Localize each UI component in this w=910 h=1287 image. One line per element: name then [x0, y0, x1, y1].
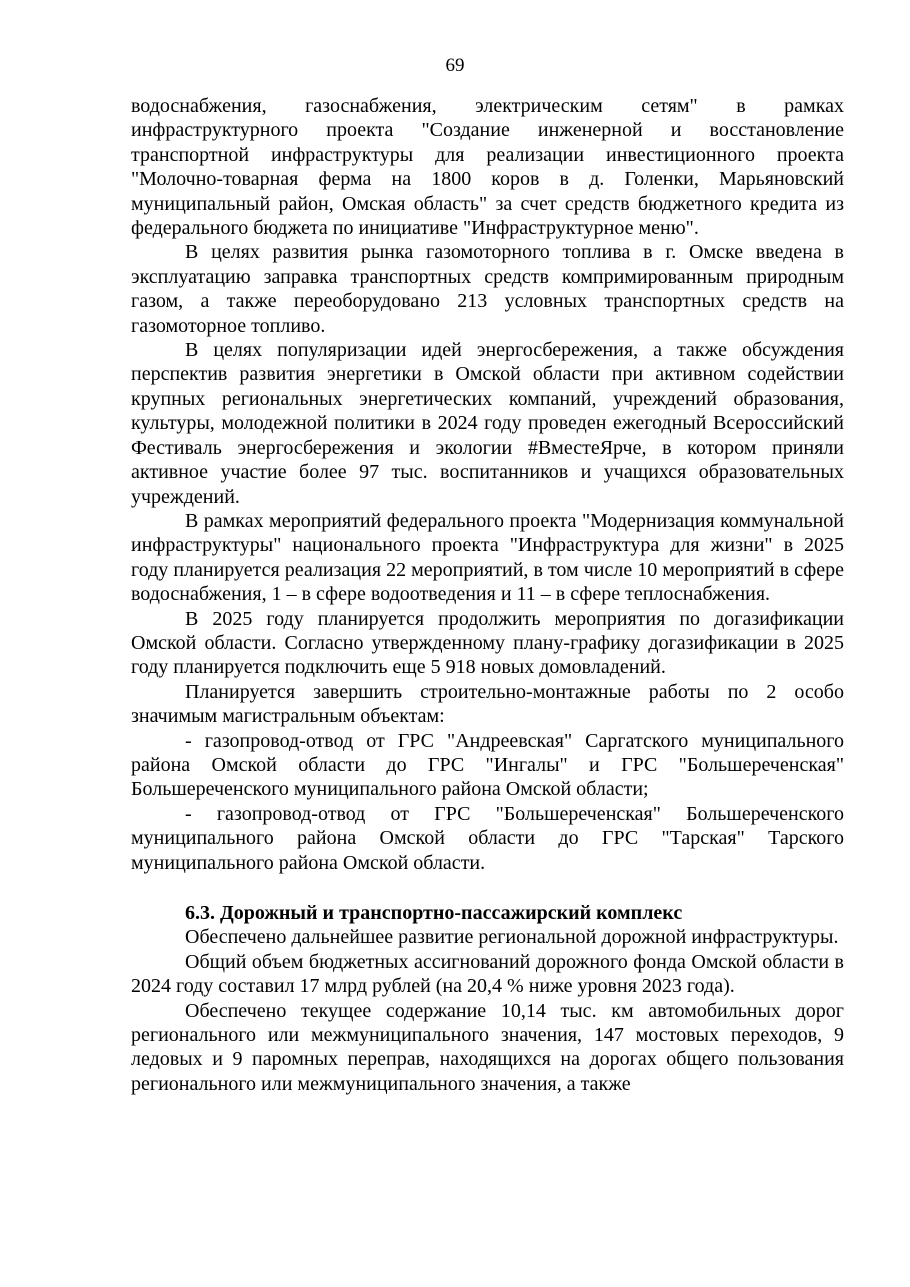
- list-item-pipeline-1: - газопровод-отвод от ГРС "Андреевская" Саргатского муниципального района Омской области до ГРС "Ингалы" и ГРС "Большереченская" Большереченского муниципального района Омской области;: [131, 729, 844, 801]
- list-item-pipeline-2: - газопровод-отвод от ГРС "Большереченская" Большереченского муниципального района Омской области до ГРС "Тарская" Тарского муниципального района Омской области.: [131, 802, 844, 874]
- paragraph-utility-modernization: В рамках мероприятий федерального проекта "Модернизация коммунальной инфраструктуры" национального проекта "Инфраструктура для жизни" в 2025 году планируется реализация 22 мероприятий, в том числе 10 мероприятий в сфере водоснабжения, 1 – в сфере водоотведения и 11 – в сфере теплоснабжения.: [131, 509, 844, 606]
- document-body: [131, 94, 844, 1096]
- page-number: 69: [445, 55, 465, 76]
- paragraph-road-maintenance: Обеспечено текущее содержание 10,14 тыс. км автомобильных дорог регионального или межмуниципального значения, 147 мостовых переходов, 9 ледовых и 9 паромных переправ, находящихся на дорогах общего пользования регионального или межмуниципального значения, а также: [131, 999, 844, 1095]
- section-heading: 6.3. Дорожный и транспортно-пассажирский комплекс: [185, 902, 683, 924]
- paragraph-road-fund: Общий объем бюджетных ассигнований дорожного фонда Омской области в 2024 году составил 17 млрд рублей (на 20,4 % ниже уровня 2023 года).: [131, 950, 844, 998]
- paragraph-gas-fuel: В целях развития рынка газомоторного топлива в г. Омске введена в эксплуатацию заправка транспортных средств компримированным природным газом, а также переоборудовано 213 условных транспортных средств на газомоторное топливо.: [131, 241, 844, 337]
- paragraph-energy-festival: В целях популяризации идей энергосбережения, а также обсуждения перспектив развития энергетики в Омской области при активном содействии крупных региональных энергетических компаний, учреждений образования, культуры, молодежной политики в 2024 году проведен ежегодный Всероссийский Фестиваль энергосбережения и экологии #ВместеЯрче, в котором приняли активное участие более 97 тыс. воспитанников и учащихся образовательных учреждений.: [131, 339, 844, 508]
- paragraph-road-development: Обеспечено дальнейшее развитие региональной дорожной инфраструктуры.: [185, 926, 839, 949]
- paragraph-gasification: В 2025 году планируется продолжить мероприятия по догазификации Омской области. Согласно утвержденному плану-графику догазификации в 2025 году планируется подключить еще 5 918 новых домовладений.: [131, 607, 844, 679]
- paragraph-construction-plans: Планируется завершить строительно-монтажные работы по 2 особо значимым магистральным объектам:: [131, 680, 844, 728]
- paragraph-continuation: водоснабжения, газоснабжения, электрическим сетям" в рамках инфраструктурного проекта "Создание инженерной и восстановление транспортной инфраструктуры для реализации инвестиционного проекта "Молочно-товарная ферма на 1800 коров в д. Голенки, Марьяновский муниципальный район, Омская область" за счет средств бюджетного кредита из федерального бюджета по инициативе "Инфраструктурное меню".: [131, 95, 844, 240]
